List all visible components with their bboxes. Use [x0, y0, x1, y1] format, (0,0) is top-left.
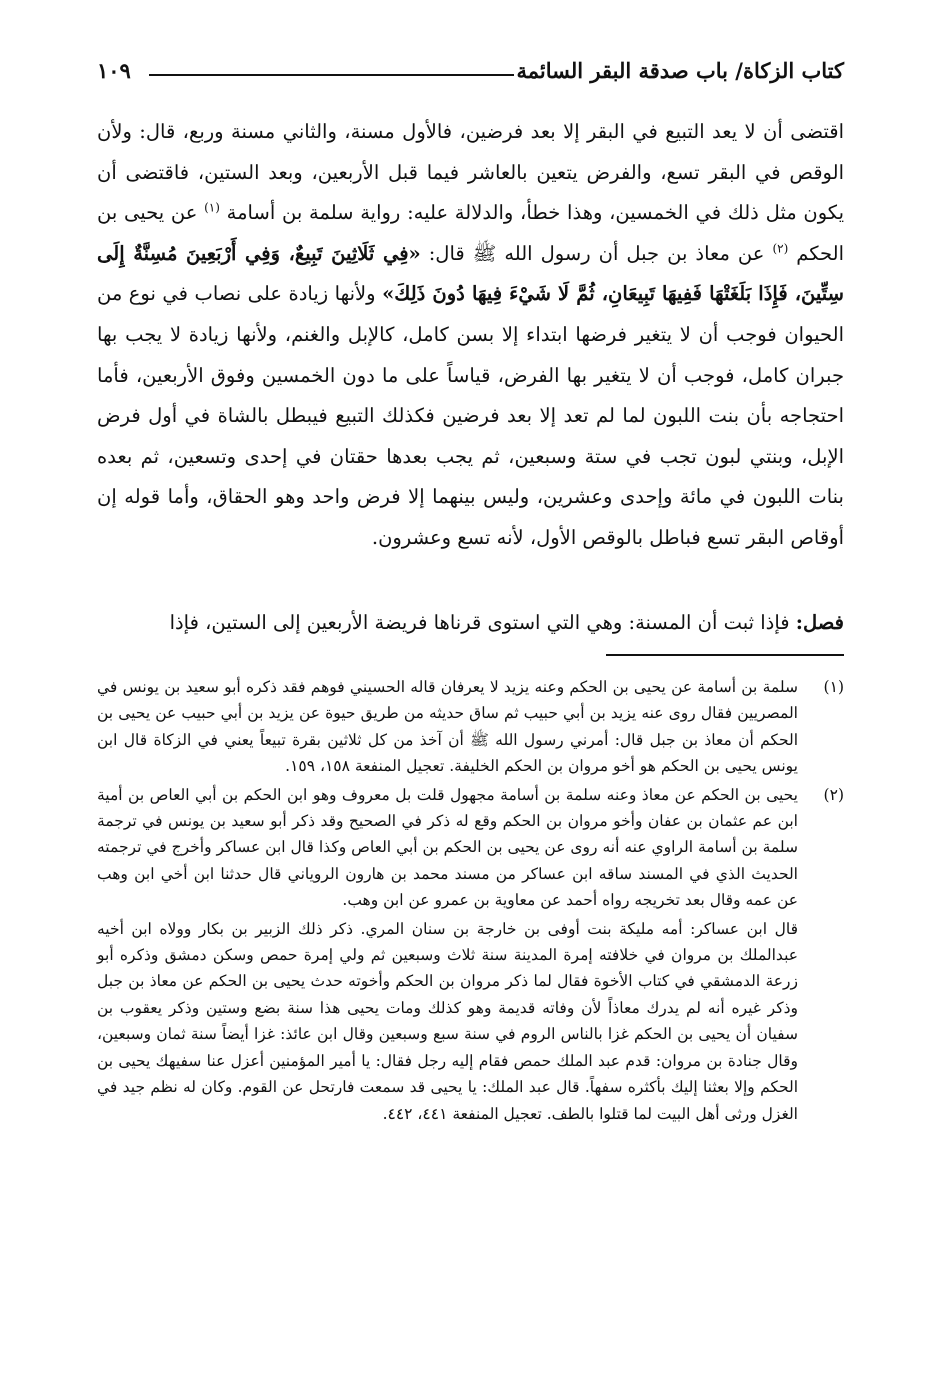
main-text-part-3: عن معاذ بن جبل أن رسول الله ﷺ قال: [428, 241, 765, 265]
footnote-1-number: (١) [823, 678, 844, 696]
footnote-2-text: يحيى بن الحكم عن معاذ وعنه سلمة بن أسامة مجهول قلت بل معروف وهو ابن الحكم بن أبي العاص بن أمية ابن عم عثمان بن عفان وأخو مروان بن الحكم وقع له ذكر في الصحيح وقد ذكر أبو سعيد بن يونس في ترجمة سلمة بن أسامة الراوي عنه أنه روى عن يحيى بن الحكم بن أبي العاص وكذا قال ابن عساكر وأخرج في ترجمته الحديث الذي في المسند ساقه ابن عساكر من مسند محمد بن هارون الروياني قال حدثنا ابن أخي ابن وهب عن عمه وقال بعد تخريجه رواه أحمد عن معاوية بن عمرو عن ابن وهب. [97, 785, 798, 910]
footnote-separator [606, 654, 844, 656]
section-paragraph [97, 603, 844, 643]
footnote-2-continuation: قال ابن عساكر: أمه مليكة بنت أوفى بن خارجة بن سنان المري. ذكر ذلك الزبير بن بكار وولاه ابن أخيه عبدالملك بن مروان في خلافته إمرة المدينة سنة ثلاث وسبعين ثم ولي إمرة حمص وسكن دمشق وذكره أبو زرعة الدمشقي في كتاب الأخوة فقال لما ذكر مروان بن الحكم وأخوته حدث يحيى بن الحكم عن معاذ بن جبل وذكر غيره أنه لم يدرك معاذاً لأن وفاته قديمة وهو كذلك ومات يحيى هذا سنة بضع وستين وذكر يعقوب بن سفيان أن يحيى بن الحكم غزا بالناس الروم في سنة سبع وسبعين وقال ابن عائذ: غزا أيضاً سنة ثمان وسبعين، وقال جنادة بن مروان: قدم عبد الملك حمص فقام إليه رجل فقال: يا أمير المؤمنين أعزل عنا سفيهك يحيى بن الحكم وإلا بعثنا إليك بأكثره سفهاً. قال عبد الملك: يا يحيى قد سمعت فارتحل عن القوم. وكان له نظم جيد في الغزل ورثى أهل البيت لما قتلوا بالطف. تعجيل المنفعة ٤٤١، ٤٤٢. [97, 919, 798, 1123]
main-text-part-2: عن يحيى بن الحكم [97, 201, 844, 265]
footnote-1-text: سلمة بن أسامة عن يحيى بن الحكم وعنه يزيد لا يعرفان قاله الحسيني فوهم فقد ذكره أبو سعيد بن يونس في المصريين فقال روى عنه يزيد بن أبي حبيب ثم ساق حديثه من طريق حيوة عن يزيد بن أبي حبيب عن يحيى بن الحكم أن معاذ بن جبل قال: أمرني رسول الله ﷺ أن آخذ من كل ثلاثين بقرة تبيعاً يعني في الزكاة قال ابن يونس يحيى بن الحكم هو أخو مروان بن الحكم الخليفة. تعجيل المنفعة ١٥٨، ١٥٩. [97, 678, 798, 776]
section-label: فصل: [795, 611, 844, 634]
section-text: فإذا ثبت أن المسنة: وهي التي استوى قرناها فريضة الأربعين إلى الستين، فإذا [169, 611, 790, 634]
main-text-part-4: ولأنها زيادة على نصاب في نوع من الحيوان فوجب أن لا يتغير فرضها ابتداء إلا بسن كامل، كالإبل والغنم، ولأنها زيادة لا يجب بها جبران كامل، فوجب أن لا يتغير بها الفرض، قياساً على ما دون الخمسين وفوق الأربعين، فأما احتجاجه بأن بنت اللبون لما لم تعد إلا بعد فرضين فكذلك التبيع فيبطل بالشاة في أول فرض الإبل، وبنتي لبون تجب في ستة وسبعين، ثم يجب بعدها حقتان في إحدى وتسعين، ثم بعده بنات اللبون في مائة وإحدى وعشرين، وليس بينهما إلا فرض واحد وهو الحقاق، وأما قوله إن أوقاص البقر تسع فباطل بالوقص الأول، لأنه تسع وعشرون. [97, 282, 844, 549]
footnotes [97, 674, 844, 1127]
footnote-ref-2: (٢) [772, 241, 789, 256]
footnote-ref-1: (١) [204, 200, 220, 215]
header-rule [149, 74, 514, 76]
page-number: ١٠٩ [97, 58, 131, 83]
chapter-title: كتاب الزكاة/ باب صدقة البقر السائمة [516, 58, 844, 83]
main-text-part-1: اقتضى أن لا يعد التبيع في البقر إلا بعد فرضين، فالأول مسنة، والثاني مسنة وربع، قال: ولأن الوقص في البقر تسع، والفرض يتعين بالعاشر فيما قبل الأربعين، وبعد الستين، فاقتضى أن يكون مثل ذلك في الخمسين، وهذا خطأ، والدلالة عليه: رواية سلمة بن أسامة [97, 120, 844, 225]
main-paragraph [97, 112, 844, 559]
hadith-quote: «فِي ثَلَاثِينَ تَبِيعٌ، وَفِي أَرْبَعِينَ مُسِنَّةٌ إِلَى سِتِّينَ، فَإِذَا بَلَغَتْهَا فَفِيهَا تَبِيعَانِ، ثُمَّ لَا شَيْءَ فِيهَا دُونَ ذَلِكَ» [97, 241, 844, 306]
footnote-1 [97, 674, 844, 780]
main-text [97, 112, 844, 559]
footnote-2-number: (٢) [823, 785, 844, 804]
running-header [97, 58, 844, 92]
footnote-2 [97, 782, 844, 1127]
